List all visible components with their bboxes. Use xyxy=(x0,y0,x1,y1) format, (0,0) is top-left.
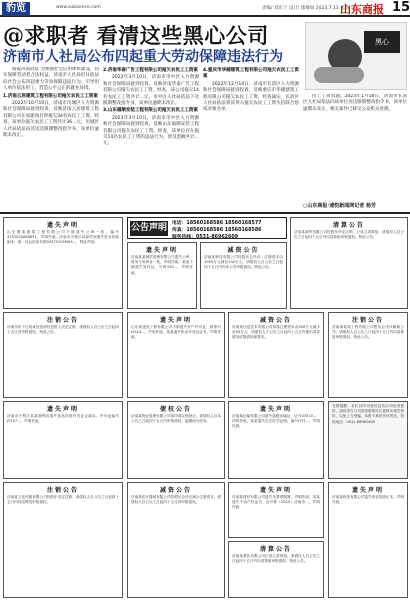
lead-tail: 民工工资问题。2023年1月16日，济南市长清区人社局依法向该单位送达限期整改指令书，该单位逾期未改正。相关案件已移交公安机关处理。 xyxy=(303,94,407,112)
hand-icon xyxy=(314,67,364,83)
brand-name: 山东商报 xyxy=(340,3,384,16)
notice-text: 济南市历下区某某经营部经投资人决定注销，请债权人自公告之日起四十五日内申报债权。特此公告。 xyxy=(7,325,119,335)
reader-tip-text: 友情提醒：本栏目所刊登信息均由刊登者提供，请读者在与刊登者联系时注意核实相关资料，以免上当受骗，本报不承担任何责任。咨询电话：0531-86962609 xyxy=(332,404,404,424)
notice-text: 济南某科技有限公司遗失营业执照正本，声明作废。 xyxy=(332,495,404,505)
notice-text: 济南某文化传媒有限公司经股东决定注销，请债权人自公告之日起四十五日内向清算组申报债权。 xyxy=(7,495,119,505)
notice-box xyxy=(228,401,324,479)
sign-board: 黑心 xyxy=(364,31,400,53)
byline: ○山东商报·速豹新闻网记者 杨芳 xyxy=(303,203,377,209)
hero-illustration xyxy=(305,22,407,90)
notice-box xyxy=(127,482,225,598)
notice-title: 遗失声明 xyxy=(159,317,192,324)
notice-text: 济南某商贸有限公司经股东决定注销，已成立清算组，请债权人自公告之日起四十五日内向清算组申报债权。特此公告。 xyxy=(294,230,404,240)
notice-title: 遗失声明 xyxy=(145,247,178,254)
case-4-text: 2022年12月14日，济南市长清区人力资源和社会保障局接到投诉，反映重庆市华储建筑工程有限公司拖欠农民工工资，经查属实，长清区人社局依法将其列入拖欠农民工工资失信联合惩戒对象名单。 xyxy=(203,81,299,113)
case-3-title: 3.山东福顺安装工程有限公司拖欠农民工工资案 xyxy=(103,108,198,114)
lead-column-4 xyxy=(303,94,407,200)
notice-title: 减资公告 xyxy=(259,317,292,324)
notice-box xyxy=(127,401,225,479)
header-meta: 责编/ 刘东宁 设计/ 邵敏如 2023.7.11 星期二 xyxy=(262,6,354,11)
site-url: www.subaonce.com xyxy=(56,5,101,10)
notice-text: 山东鼎泰建筑工程有限公司不慎遗失公章一枚，编号3701020066831，声明作废。济南市天桥区某商贸部遗失营业执照副本，统一社会信用代码92370105MA3...，特此声明。 xyxy=(7,230,119,245)
notice-box xyxy=(328,482,408,598)
notice-box xyxy=(127,312,225,398)
case-2-title: 2.济南华泰广告工程有限公司拖欠农民工工资案 xyxy=(103,68,198,73)
case-3-text: 2023年3月10日，济南市市中区人力资源和社会保障局接到投诉，反映山东福顺安装工程有限公司拖欠农民工工资。经查，该单位存在拖欠14名农民工工资的违法行为，涉及金额共计...元。 xyxy=(103,115,199,147)
notice-box xyxy=(3,401,123,479)
ad-label: 公告声明 xyxy=(130,221,168,236)
notice-text: 济南某科技有限公司经股东会决议，注册资本由1000万元减至100万元，请债权人自公告之日起四十五日内向本公司申报债权。特此公告。 xyxy=(204,255,283,270)
ad-hotline: 服务热线：0531-86962609 xyxy=(172,235,239,240)
notice-box xyxy=(127,242,197,309)
notice-title: 清算公告 xyxy=(259,546,292,553)
notice-text: 济南某运输有限公司遗失道路运输证，证号37010...，声明作废。某某遗失出生医学证明，编号O37...，声明作废。 xyxy=(232,414,320,429)
section-label: 豹览 xyxy=(2,2,30,16)
page-number: 15 xyxy=(392,0,410,15)
notice-text: 济南某建材有限公司遗失发票领购簿，声明作废。某某遗失不动产权证书，证号鲁（2020）济南市...，声明作废。 xyxy=(232,495,320,510)
lead-column-2 xyxy=(103,67,199,207)
notice-box xyxy=(200,242,287,309)
reader-tip-box xyxy=(328,401,408,479)
notice-title: 遗失声明 xyxy=(259,487,292,494)
notice-title: 注销公告 xyxy=(46,317,79,324)
notice-box xyxy=(228,312,324,398)
notice-text: 济南某餐饮有限公司已成立清算组，请债权人自公告之日起四十五日内向清算组申报债权，特此公告。 xyxy=(232,554,320,564)
notice-text: 济南某物业管理有限公司拟申请注销登记，请债权人自本公告之日起四十五日内申报债权，逾期视为放弃。 xyxy=(131,414,221,424)
page-header xyxy=(0,0,410,17)
notice-title: 减资公告 xyxy=(159,487,192,494)
notice-box xyxy=(328,312,408,398)
case-2-text: 2022年3月10日，济南市市中区人力资源和社会保障局接到投诉，反映济南华泰广告工程有限公司拖欠农民工工资，经查，该公司拖欠14名农民工工资共计...元。市中区人社局依法下达限期整改指令书，该单位逾期未改正。 xyxy=(103,75,199,107)
section-divider xyxy=(0,212,410,214)
notice-text: 济南某某餐饮管理有限公司遗失公章、财务专用章各一枚，声明作废。某某不慎遗失身份证，号码370...，声明作废。 xyxy=(131,255,193,275)
notice-text: 山东某建设工程有限公司不慎遗失开户许可证，核准号J4510...，声明作废。某某遗失机动车登记证书，声明作废。 xyxy=(131,325,221,340)
notice-box xyxy=(3,482,123,598)
notice-title: 遗失声明 xyxy=(46,222,79,229)
notice-box xyxy=(228,482,324,538)
notice-text: 济南某信息技术有限公司拟将注册资本由500万元减少至50万元，请债权人于公告之日起四十五日内提出清偿债务或提供担保要求。 xyxy=(232,325,320,340)
notice-title: 减资公告 xyxy=(227,247,260,254)
subheadline: 济南市人社局公布四起重大劳动保障违法行为 xyxy=(3,49,283,65)
ad-hotline-banner xyxy=(127,217,287,239)
notice-title: 遗失声明 xyxy=(351,487,384,494)
ad-phone: 电话：18560168586 18560168577 xyxy=(172,221,262,226)
case-4-title: 4.重庆市华储建筑工程有限公司拖欠农民工工资案 xyxy=(203,68,299,80)
notice-text: 济南某装饰工程有限公司股东会决议解散公司，请债权人自公告之日起四十五日内向清算组申报债权，特此公告。 xyxy=(332,325,404,340)
notice-title: 遗失声明 xyxy=(46,406,79,413)
notice-title: 注销公告 xyxy=(46,487,79,494)
notice-text: 济南某医疗器械有限公司经股东会决议减少注册资本，请债权人自公告之日起四十五日内申报债权。 xyxy=(131,495,221,505)
lead-intro: 商报济南消息 为加强社会信用体系建设，切实保障劳动者合法权益，济南市人社局近日依法向社会公布四起重大劳动保障违法行为，引导用人单位依法用工，营造公平公正的就业环境。 xyxy=(3,67,99,92)
notice-text: 济南市天桥区某某便利店遗失食品经营许可证正副本，许可证编号JY137...，声明作废。 xyxy=(7,414,119,424)
headline: @求职者 看清这些黑心公司 xyxy=(3,23,269,48)
lead-column-3 xyxy=(203,67,299,207)
notice-box xyxy=(228,541,324,598)
case-1-title: 1.济南云居建筑工程有限公司拖欠农民工工资案 xyxy=(3,93,98,99)
lead-column-1 xyxy=(3,67,99,207)
ad-fax: 传真：18560168586 18560168586 xyxy=(172,228,262,233)
notice-title: 注销公告 xyxy=(351,317,384,324)
notice-box xyxy=(3,217,123,309)
notice-title: 债权公告 xyxy=(159,406,192,413)
notice-box xyxy=(290,217,408,309)
case-1-text: 2022年10月10日，济南市历城区人力资源和社会保障局接到投诉，反映济南云居建筑工程有限公司在承建项目时拖欠34名农民工工资。经查，该单位拖欠农民工工资共计36...元，历城区人社局依法向其送达限期整改指令书，该单位逾期未改正。 xyxy=(3,101,99,139)
notice-box xyxy=(3,312,123,398)
notice-title: 清算公告 xyxy=(332,222,365,229)
notice-title: 遗失声明 xyxy=(259,406,292,413)
